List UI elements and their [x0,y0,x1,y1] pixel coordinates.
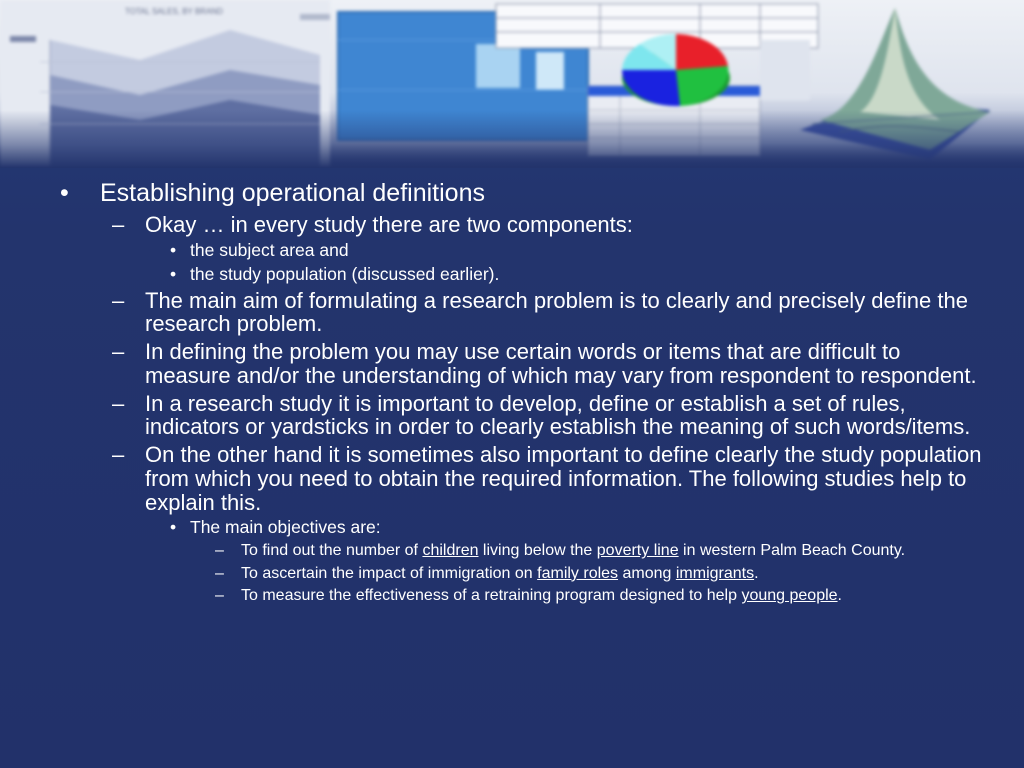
dash-mark: – [112,442,125,468]
dash-mark: – [215,587,224,605]
dash-mark: – [215,542,224,560]
slide-content [0,180,1024,610]
objective-text-mid: living below the [478,542,597,560]
bullet-mark: • [170,263,177,284]
bullet-mark: • [60,179,69,207]
link-children[interactable]: children [422,542,479,560]
bullet-text: the study population (discussed earlier). [190,263,500,284]
dash-mark: – [112,212,125,237]
bullet-level1 [0,180,980,207]
objective-text-post: in western Palm Beach County. [678,542,906,560]
dash-mark: – [112,339,125,365]
bullet-text: the subject area and [190,239,349,260]
objective-text-mid: among [618,564,676,582]
bullet-mark: • [170,517,177,538]
bullet-level3 [0,518,990,537]
objective-text-post: . [837,587,842,605]
link-young-people[interactable]: young people [741,587,838,605]
bullet-text: In a research study it is important to develop, define or establish a set of rules, indicators or yardsticks in order to clearly establish the meaning of such words/items. [145,390,971,440]
bullet-level2 [0,289,990,337]
link-family-roles[interactable]: family roles [537,564,619,582]
link-poverty-line[interactable]: poverty line [596,542,679,560]
dash-mark: – [215,564,224,582]
objective-item [0,542,981,560]
objective-item [0,587,981,605]
bullet-level3 [0,241,990,260]
bullet-level3 [0,265,990,284]
bullet-level2 [0,443,990,514]
bullet-text: The main aim of formulating a research problem is to clearly and precisely define the research problem. [145,287,968,337]
banner-fade [0,110,1024,168]
bullet-text: In defining the problem you may use certain words or items that are difficult to measure and/or the understanding of which may vary from respondent to respondent. [145,339,977,388]
dash-mark: – [112,287,125,313]
bullet-text: The main objectives are: [190,517,381,538]
bullet-level2 [0,340,990,388]
bullet-mark: • [170,239,177,260]
dash-mark: – [112,390,125,416]
header-banner-image [0,0,1024,168]
objective-text-post: . [754,564,759,582]
bullet-text: Okay … in every study there are two components: [145,212,633,237]
objective-text-pre: To measure the effectiveness of a retraining program designed to help [241,587,742,605]
banner-chart-label: TOTAL SALES, BY BRAND [125,7,223,16]
bullet-text: On the other hand it is sometimes also important to define clearly the study population from which you need to obtain the required information. The following studies help to explain this. [145,442,982,515]
objective-item [0,565,981,583]
link-immigrants[interactable]: immigrants [675,564,755,582]
bullet-level2 [0,392,990,440]
objective-text-pre: To find out the number of [241,542,423,560]
bullet-level2 [0,213,990,237]
bullet-text: Establishing operational definitions [100,179,485,207]
objective-text-pre: To ascertain the impact of immigration on [241,564,538,582]
